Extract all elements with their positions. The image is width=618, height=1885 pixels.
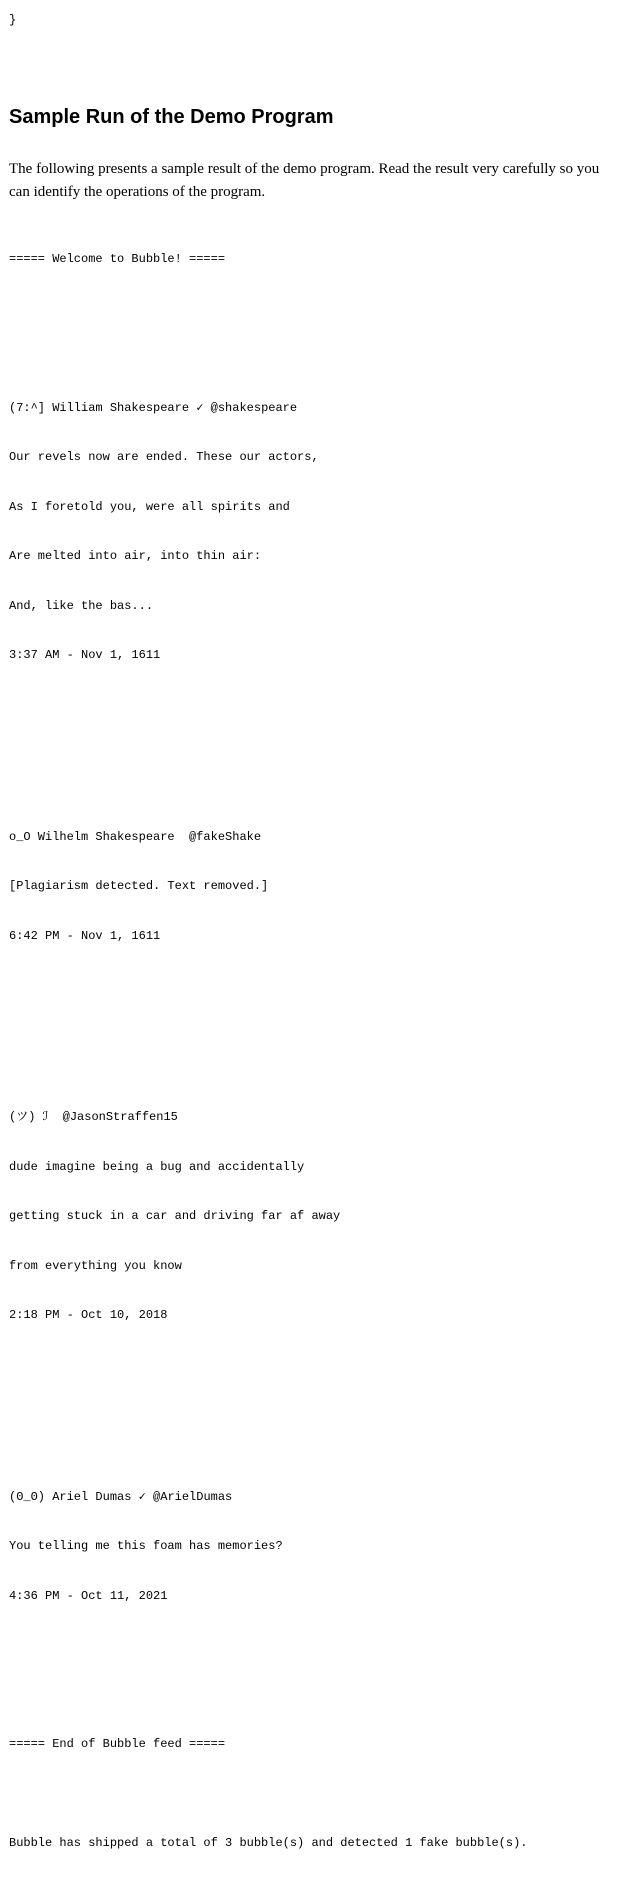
bubble-text-line: As I foretold you, were all spirits and xyxy=(9,499,290,514)
bubble-entry xyxy=(9,1076,527,1357)
bubble-text-line: Are melted into air, into thin air: xyxy=(9,549,262,563)
section-heading: Sample Run of the Demo Program xyxy=(9,106,334,128)
welcome-banner: ===== Welcome to Bubble! ===== xyxy=(9,252,226,266)
summary-line: Bubble has shipped a total of 3 bubble(s) and detected 1 fake bubble(s). xyxy=(9,1836,528,1850)
bubble-header: (ツ) ℐ @JasonStraffen15 xyxy=(9,1110,178,1124)
bubble-timestamp: 2:18 PM - Oct 10, 2018 xyxy=(9,1308,168,1322)
blank-line xyxy=(9,730,527,747)
bubble-entry xyxy=(9,1456,527,1638)
blank-line xyxy=(9,1786,527,1803)
bubble-header: o_O Wilhelm Shakespeare @fakeShake xyxy=(9,829,262,844)
bubble-entry xyxy=(9,796,527,978)
bubble-text-line: You telling me this foam has memories? xyxy=(9,1539,283,1553)
blank-line xyxy=(9,1390,527,1407)
program-output xyxy=(9,218,527,1885)
bubble-entry xyxy=(9,367,527,697)
bubble-text-line: [Plagiarism detected. Text removed.] xyxy=(9,879,269,893)
bubble-text-line: dude imagine being a bug and accidentally xyxy=(9,1159,305,1174)
intro-paragraph: The following presents a sample result of the demo program. Read the result very carefully so you can identify the operations of the program. xyxy=(9,161,600,200)
blank-line xyxy=(9,301,527,318)
bubble-header: (ʘ_ʘ) Ariel Dumas ✓ @ArielDumas xyxy=(9,1489,233,1504)
blank-line xyxy=(9,1670,527,1687)
bubble-text-line: And, like the bas... xyxy=(9,598,154,613)
end-banner: ===== End of Bubble feed ===== xyxy=(9,1737,226,1751)
bubble-timestamp: 3:37 AM - Nov 1, 1611 xyxy=(9,648,161,662)
bubble-timestamp: 4:36 PM - Oct 11, 2021 xyxy=(9,1588,168,1603)
blank-line xyxy=(9,1010,527,1027)
bubble-text-line: from everything you know xyxy=(9,1258,182,1273)
bubble-text-line: getting stuck in a car and driving far af away xyxy=(9,1209,341,1223)
code-closing-brace: } xyxy=(9,13,17,27)
bubble-timestamp: 6:42 PM - Nov 1, 1611 xyxy=(9,928,161,943)
bubble-text-line: Our revels now are ended. These our actors, xyxy=(9,450,319,464)
bubble-header: (7:^] William Shakespeare ✓ @shakespeare xyxy=(9,400,298,415)
